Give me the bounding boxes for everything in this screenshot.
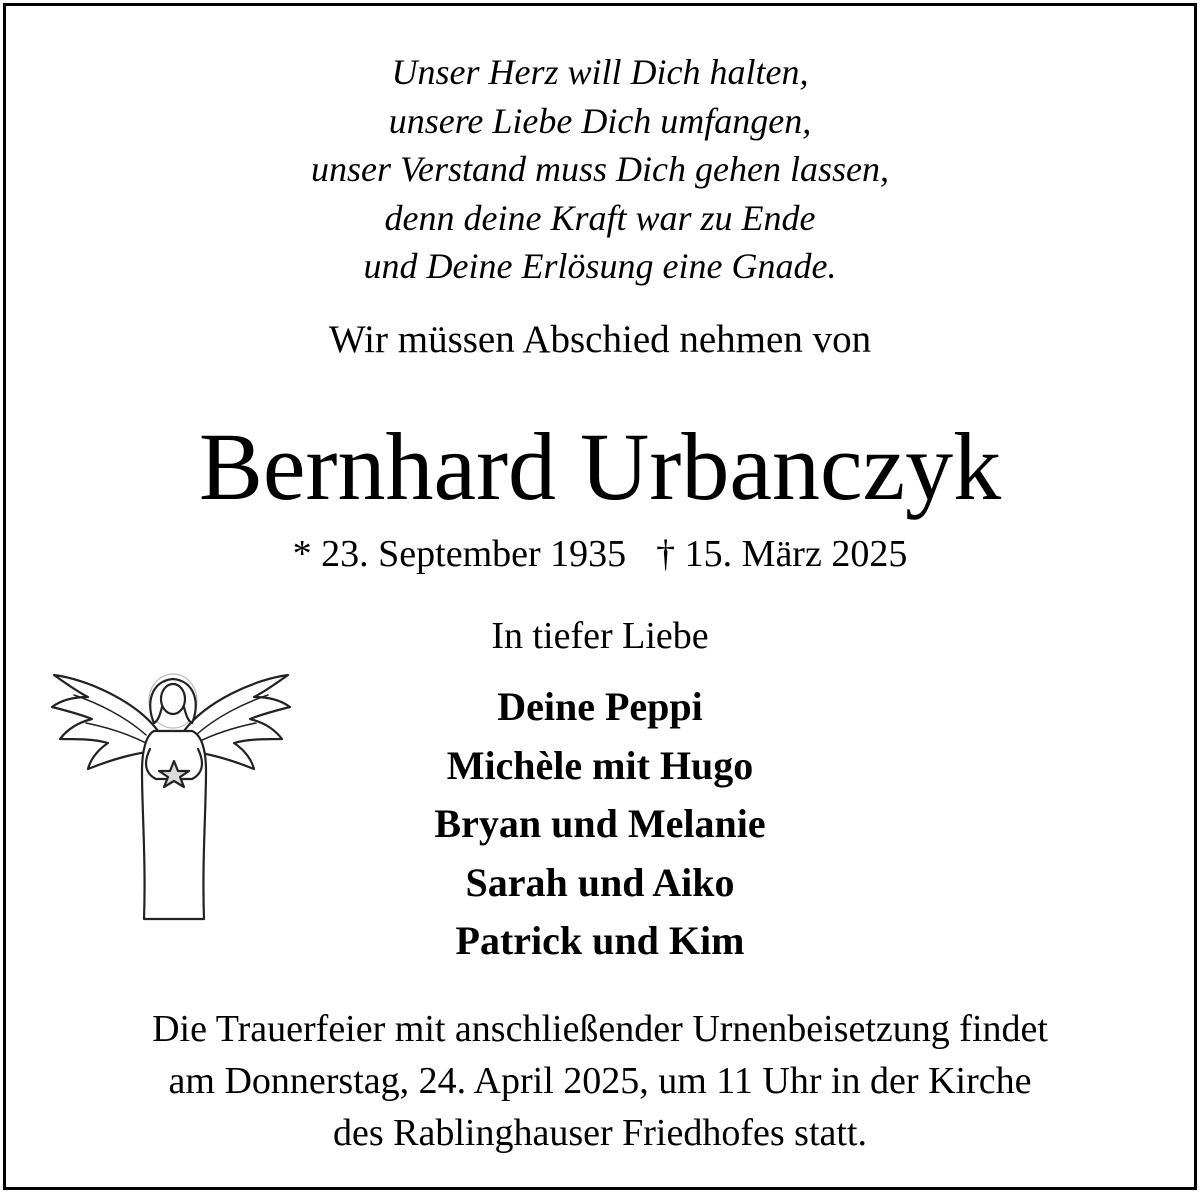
notice-line: am Donnerstag, 24. April 2025, um 11 Uhr in der Kirche	[168, 1060, 1032, 1102]
birth-date: * 23. September 1935	[292, 533, 627, 575]
farewell-line: Wir müssen Abschied nehmen von	[328, 318, 872, 361]
life-dates	[6, 528, 1194, 580]
funeral-notice	[6, 1003, 1194, 1159]
poem-line: unser Verstand muss Dich gehen lassen,	[311, 149, 889, 189]
obituary-notice	[3, 3, 1197, 1190]
mourner-line: Sarah und Aiko	[465, 859, 735, 905]
death-date: † 15. März 2025	[656, 533, 908, 575]
notice-line: des Rablinghauser Friedhofes statt.	[332, 1112, 867, 1154]
poem-line: denn deine Kraft war zu Ende	[384, 197, 816, 238]
mourner-line: Deine Peppi	[497, 684, 703, 729]
poem	[6, 48, 1194, 291]
mourner-line: Michèle mit Hugo	[446, 742, 754, 788]
poem-line: und Deine Erlösung eine Gnade.	[363, 246, 837, 286]
notice-line: Die Trauerfeier mit anschließender Urnenbeisetzung findet	[152, 1008, 1048, 1050]
love-line: In tiefer Liebe	[491, 615, 709, 657]
deceased-name: Bernhard Urbanczyk	[198, 413, 1002, 520]
mourner-line: Patrick und Kim	[455, 918, 745, 963]
poem-line: Unser Herz will Dich halten,	[391, 52, 809, 92]
mourner-line: Bryan und Melanie	[434, 801, 766, 846]
mourners-list	[6, 678, 1194, 971]
poem-line: unsere Liebe Dich umfangen,	[388, 100, 812, 141]
